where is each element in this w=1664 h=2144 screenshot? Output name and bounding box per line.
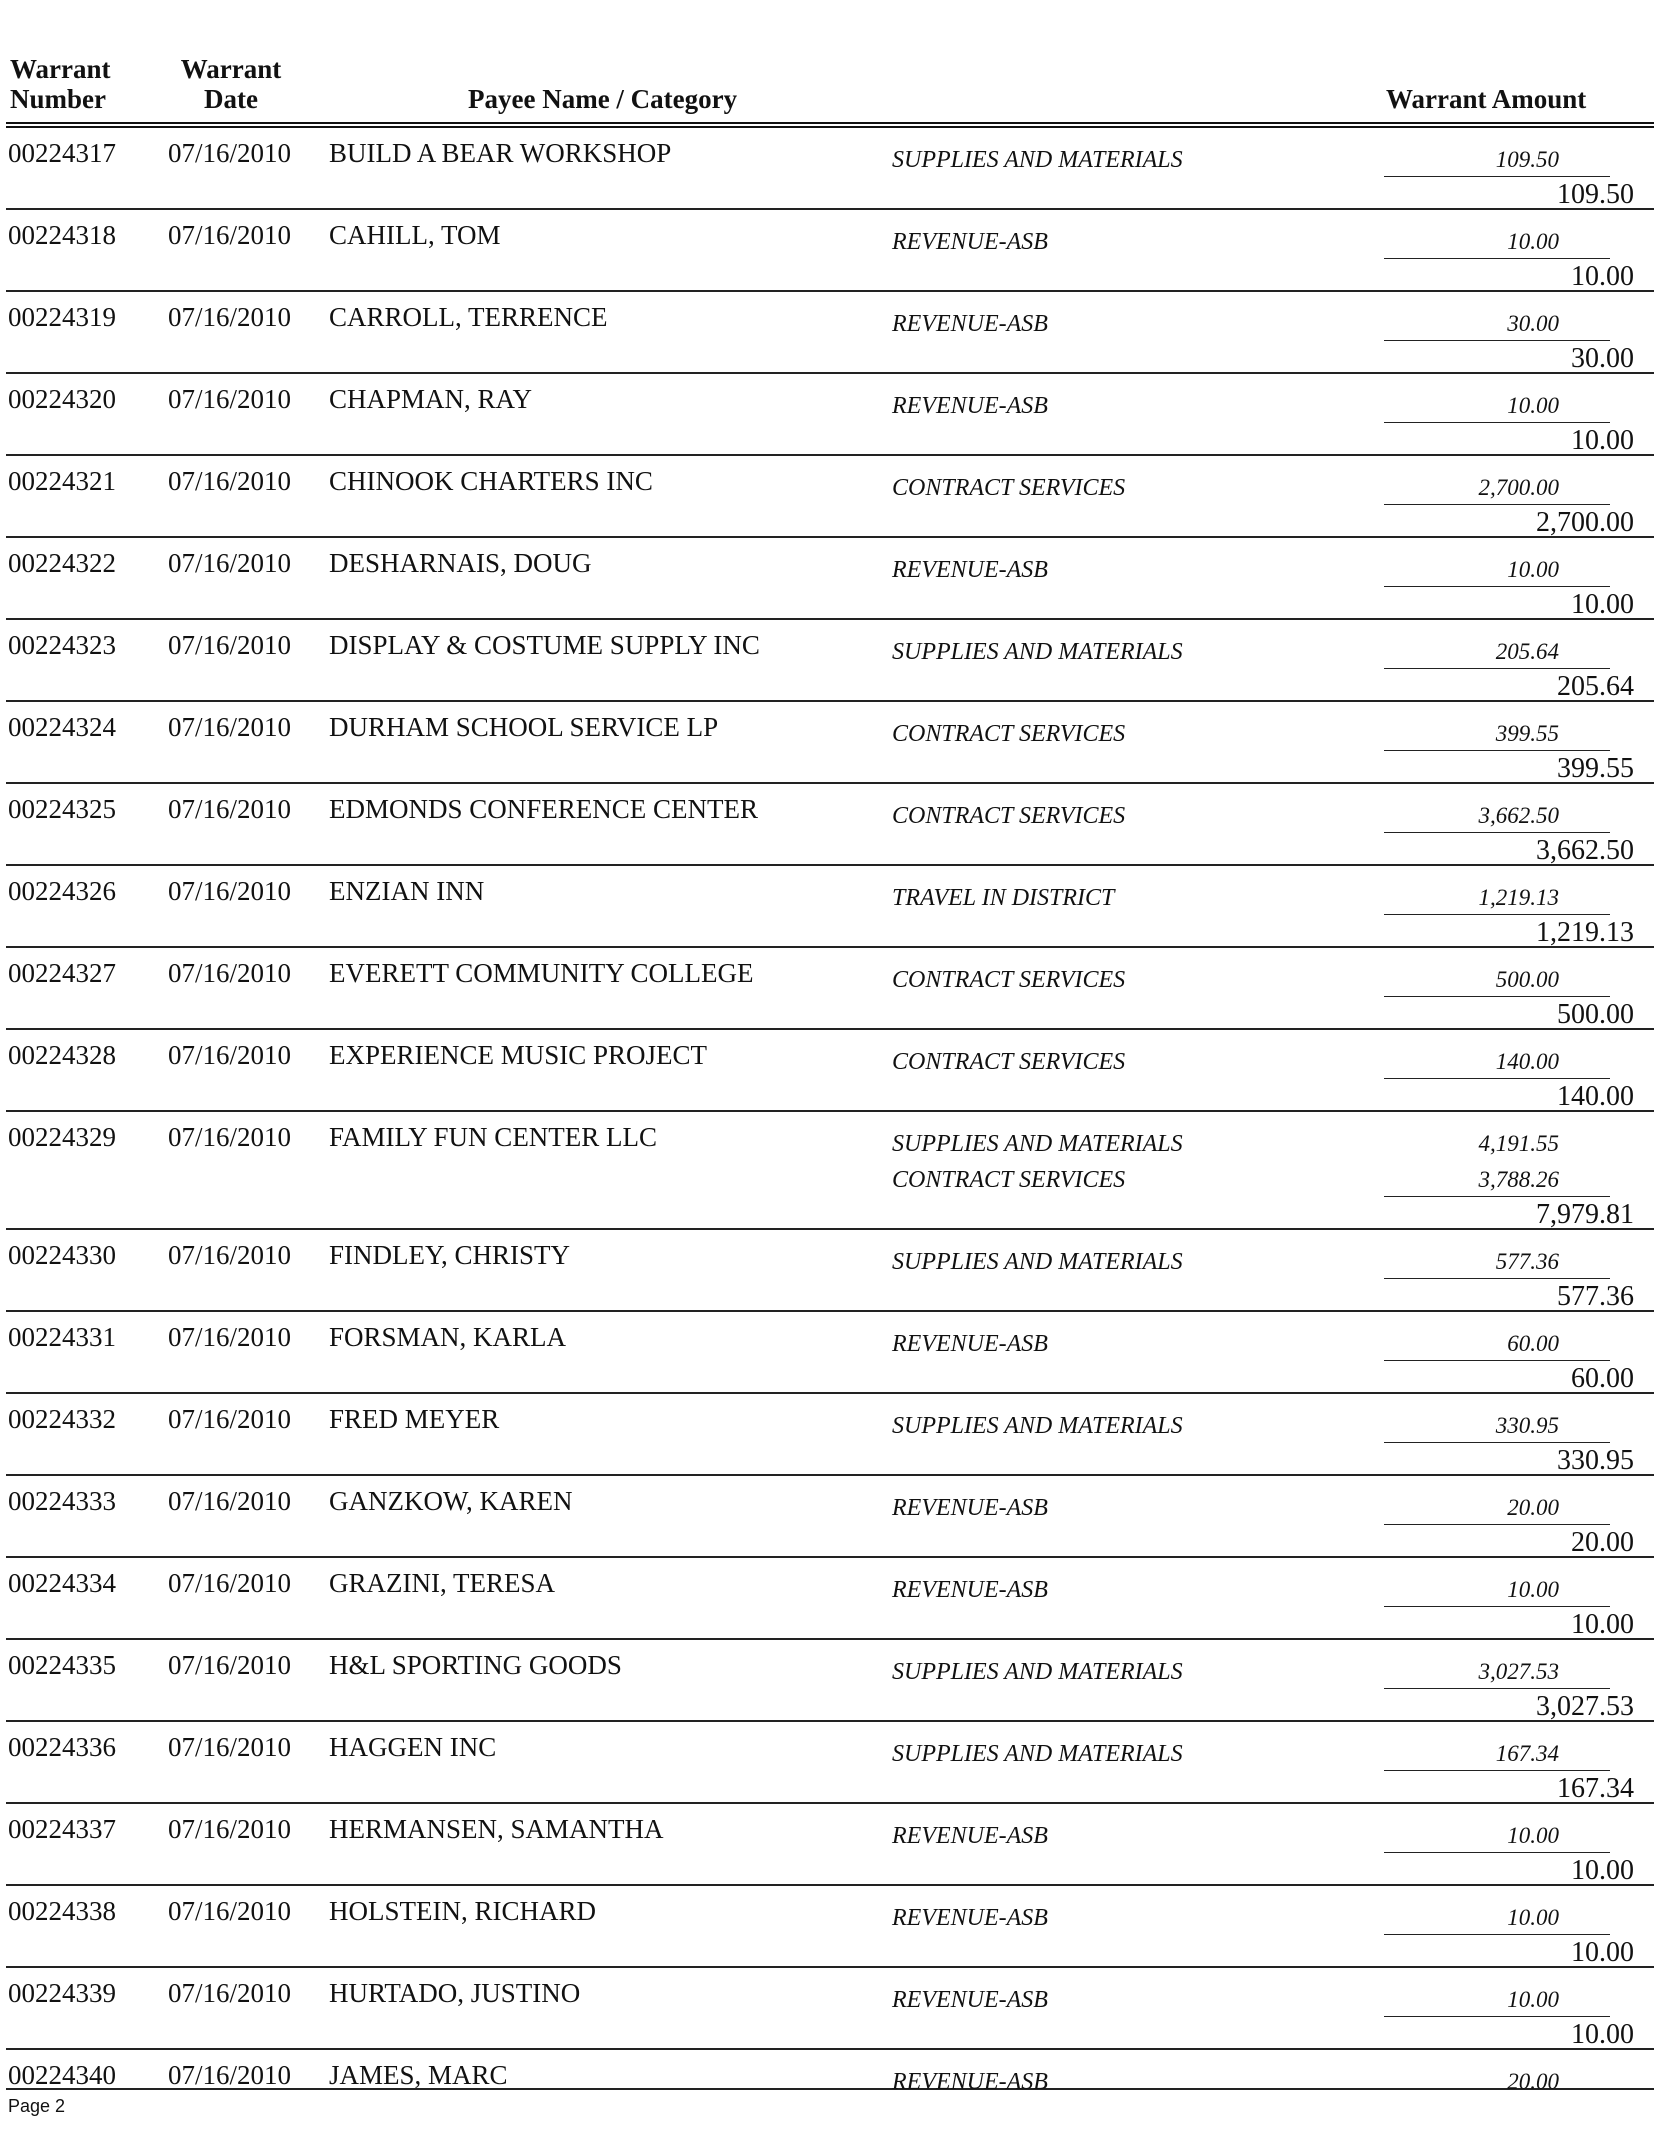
warrant-date: 07/16/2010	[168, 1486, 292, 1516]
warrant-total: 60.00	[1571, 1363, 1634, 1394]
warrant-total: 3,662.50	[1536, 835, 1634, 866]
warrant-total: 577.36	[1557, 1281, 1634, 1312]
line-amount-list	[1496, 1244, 1559, 1280]
category: REVENUE-ASB	[892, 1495, 1048, 1521]
warrant-total: 10.00	[1571, 1609, 1634, 1640]
line-amount-list	[1507, 1982, 1559, 2018]
subtotal-rule	[1384, 586, 1610, 587]
payee-name: FORSMAN, KARLA	[329, 1322, 567, 1352]
category: REVENUE-ASB	[892, 557, 1048, 583]
payee-name: DESHARNAIS, DOUG	[329, 548, 592, 578]
subtotal-rule	[1384, 2016, 1610, 2017]
line-amount: 577.36	[1495, 1249, 1559, 1274]
warrant-date: 07/16/2010	[168, 1404, 292, 1434]
warrant-date: 07/16/2010	[168, 876, 292, 906]
warrant-date: 07/16/2010	[168, 302, 292, 332]
warrant-number: 00224332	[8, 1404, 116, 1434]
warrant-number: 00224320	[8, 384, 116, 414]
page-number: Page 2	[8, 2096, 66, 2116]
category-list	[892, 1490, 1048, 1526]
warrant-date: 07/16/2010	[168, 1122, 292, 1152]
line-amount: 10.00	[1507, 1905, 1559, 1930]
warrant-number: 00224335	[8, 1650, 116, 1680]
table-row	[6, 702, 1654, 784]
line-amount-list	[1496, 962, 1559, 998]
warrant-number: 00224327	[8, 958, 116, 988]
subtotal-rule	[1384, 1442, 1610, 1443]
warrant-date: 07/16/2010	[168, 958, 292, 988]
payee-name: EDMONDS CONFERENCE CENTER	[329, 794, 759, 824]
table-row	[6, 1558, 1654, 1640]
payee-name: DURHAM SCHOOL SERVICE LP	[329, 712, 719, 742]
category: SUPPLIES AND MATERIALS	[892, 1413, 1183, 1439]
warrant-total: 10.00	[1571, 1937, 1634, 1968]
warrant-number: 00224323	[8, 630, 116, 660]
table-row	[6, 1722, 1654, 1804]
line-amount: 10.00	[1507, 1577, 1559, 1602]
table-row	[6, 128, 1654, 210]
category-list	[892, 1326, 1048, 1362]
category: REVENUE-ASB	[892, 1905, 1048, 1931]
payee-name: CAHILL, TOM	[329, 220, 501, 250]
line-amount-list	[1496, 716, 1559, 752]
line-amount: 10.00	[1507, 393, 1559, 418]
subtotal-rule	[1384, 1278, 1610, 1279]
line-amount: 3,788.26	[1478, 1167, 1559, 1192]
category-list	[892, 1654, 1183, 1690]
subtotal-rule	[1384, 258, 1610, 259]
category: REVENUE-ASB	[892, 1331, 1048, 1357]
line-amount-list	[1479, 1654, 1560, 1690]
category-list	[892, 388, 1048, 424]
line-amount: 10.00	[1507, 1987, 1559, 2012]
line-amount: 3,662.50	[1478, 803, 1559, 828]
line-amount: 1,219.13	[1478, 885, 1559, 910]
table-row	[6, 1968, 1654, 2050]
subtotal-rule	[1384, 750, 1610, 751]
category-list	[892, 1126, 1183, 1198]
payee-name: CHINOOK CHARTERS INC	[329, 466, 653, 496]
category: REVENUE-ASB	[892, 2069, 1048, 2095]
table-row	[6, 784, 1654, 866]
warrant-total: 399.55	[1557, 753, 1634, 784]
table-row	[6, 1394, 1654, 1476]
line-amount: 30.00	[1507, 311, 1559, 336]
warrant-number: 00224324	[8, 712, 116, 742]
payee-name: FAMILY FUN CENTER LLC	[329, 1122, 658, 1152]
warrant-total: 109.50	[1557, 179, 1634, 210]
subtotal-rule	[1384, 1196, 1610, 1197]
table-row	[6, 2050, 1654, 2095]
warrant-number: 00224337	[8, 1814, 116, 1844]
category-list	[892, 1044, 1125, 1080]
header-warrant-date: Warrant Date	[180, 54, 282, 114]
category: REVENUE-ASB	[892, 1987, 1048, 2013]
warrant-number: 00224331	[8, 1322, 116, 1352]
warrant-date: 07/16/2010	[168, 794, 292, 824]
table-row	[6, 456, 1654, 538]
line-amount: 10.00	[1507, 557, 1559, 582]
line-amount-list	[1507, 1900, 1559, 1936]
warrant-date: 07/16/2010	[168, 1568, 292, 1598]
payee-name: GRAZINI, TERESA	[329, 1568, 555, 1598]
category-list	[892, 2064, 1048, 2100]
table-row	[6, 1804, 1654, 1886]
category-list	[892, 1244, 1183, 1280]
table-row	[6, 538, 1654, 620]
payee-name: JAMES, MARC	[329, 2060, 508, 2090]
payee-name: CHAPMAN, RAY	[329, 384, 533, 414]
line-amount: 140.00	[1495, 1049, 1559, 1074]
category-list	[892, 1572, 1048, 1608]
line-amount-list	[1507, 224, 1559, 260]
warrant-date: 07/16/2010	[168, 2060, 292, 2090]
warrant-number: 00224334	[8, 1568, 116, 1598]
payee-name: FINDLEY, CHRISTY	[329, 1240, 571, 1270]
warrant-number: 00224339	[8, 1978, 116, 2008]
category-list	[892, 634, 1183, 670]
category-list	[892, 716, 1125, 752]
warrant-total: 205.64	[1557, 671, 1634, 702]
warrant-total: 140.00	[1557, 1081, 1634, 1112]
warrant-number: 00224318	[8, 220, 116, 250]
table-row	[6, 620, 1654, 702]
warrant-number: 00224326	[8, 876, 116, 906]
warrant-number: 00224322	[8, 548, 116, 578]
subtotal-rule	[1384, 1934, 1610, 1935]
subtotal-rule	[1384, 340, 1610, 341]
table-row	[6, 374, 1654, 456]
warrant-date: 07/16/2010	[168, 1322, 292, 1352]
subtotal-rule	[1384, 1770, 1610, 1771]
warrant-date: 07/16/2010	[168, 1814, 292, 1844]
table-row	[6, 1640, 1654, 1722]
category-list	[892, 798, 1125, 834]
line-amount: 4,191.55	[1478, 1131, 1559, 1156]
category: REVENUE-ASB	[892, 1823, 1048, 1849]
warrant-date: 07/16/2010	[168, 712, 292, 742]
header-warrant-number: Warrant Number	[10, 54, 111, 114]
warrant-total: 1,219.13	[1536, 917, 1634, 948]
line-amount-list	[1507, 306, 1559, 342]
warrant-number: 00224338	[8, 1896, 116, 1926]
category-list	[892, 962, 1125, 998]
category-list	[892, 1900, 1048, 1936]
category-list	[892, 1982, 1048, 2018]
table-row	[6, 1230, 1654, 1312]
payee-name: HOLSTEIN, RICHARD	[329, 1896, 596, 1926]
warrant-total: 30.00	[1571, 343, 1634, 374]
warrant-date: 07/16/2010	[168, 384, 292, 414]
warrant-date: 07/16/2010	[168, 1040, 292, 1070]
warrant-total: 330.95	[1557, 1445, 1634, 1476]
subtotal-rule	[1384, 914, 1610, 915]
payee-name: EXPERIENCE MUSIC PROJECT	[329, 1040, 708, 1070]
subtotal-rule	[1384, 832, 1610, 833]
line-amount-list	[1479, 1126, 1560, 1198]
line-amount-list	[1496, 142, 1559, 178]
warrant-number: 00224333	[8, 1486, 116, 1516]
category-list	[892, 306, 1048, 342]
line-amount-list	[1496, 1044, 1559, 1080]
line-amount-list	[1479, 798, 1560, 834]
subtotal-rule	[1384, 504, 1610, 505]
warrant-number: 00224340	[8, 2060, 116, 2090]
category: CONTRACT SERVICES	[892, 803, 1126, 829]
line-amount-list	[1496, 1408, 1559, 1444]
subtotal-rule	[1384, 1688, 1610, 1689]
payee-name: DISPLAY & COSTUME SUPPLY INC	[329, 630, 760, 660]
category-list	[892, 142, 1183, 178]
warrant-date: 07/16/2010	[168, 1978, 292, 2008]
warrant-date: 07/16/2010	[168, 138, 292, 168]
payee-name: HURTADO, JUSTINO	[329, 1978, 581, 2008]
category: REVENUE-ASB	[892, 393, 1048, 419]
line-amount: 167.34	[1495, 1741, 1559, 1766]
table-row	[6, 1312, 1654, 1394]
payee-name: GANZKOW, KAREN	[329, 1486, 573, 1516]
warrant-date: 07/16/2010	[168, 1650, 292, 1680]
warrant-register-page	[6, 50, 1654, 2095]
warrant-date: 07/16/2010	[168, 466, 292, 496]
warrant-total: 3,027.53	[1536, 1691, 1634, 1722]
warrant-total: 10.00	[1571, 2019, 1634, 2050]
line-amount: 10.00	[1507, 1823, 1559, 1848]
line-amount: 3,027.53	[1478, 1659, 1559, 1684]
warrant-date: 07/16/2010	[168, 1732, 292, 1762]
category: CONTRACT SERVICES	[892, 1049, 1126, 1075]
category: SUPPLIES AND MATERIALS	[892, 1659, 1183, 1685]
category: CONTRACT SERVICES	[892, 475, 1126, 501]
category: SUPPLIES AND MATERIALS	[892, 1741, 1183, 1767]
warrant-date: 07/16/2010	[168, 548, 292, 578]
warrant-table-body	[6, 128, 1654, 2095]
line-amount-list	[1479, 470, 1560, 506]
warrant-total: 10.00	[1571, 425, 1634, 456]
payee-name: H&L SPORTING GOODS	[329, 1650, 622, 1680]
line-amount: 60.00	[1507, 1331, 1559, 1356]
category-list	[892, 1818, 1048, 1854]
warrant-total: 10.00	[1571, 261, 1634, 292]
table-row	[6, 292, 1654, 374]
subtotal-rule	[1384, 1360, 1610, 1361]
line-amount-list	[1507, 1490, 1559, 1526]
subtotal-rule	[1384, 422, 1610, 423]
line-amount: 500.00	[1495, 967, 1559, 992]
category-list	[892, 470, 1125, 506]
table-row	[6, 1030, 1654, 1112]
line-amount: 20.00	[1507, 2069, 1559, 2094]
payee-name: EVERETT COMMUNITY COLLEGE	[329, 958, 754, 988]
category: CONTRACT SERVICES	[892, 721, 1126, 747]
warrant-number: 00224321	[8, 466, 116, 496]
table-row	[6, 948, 1654, 1030]
warrant-number: 00224336	[8, 1732, 116, 1762]
category: CONTRACT SERVICES	[892, 967, 1126, 993]
warrant-total: 10.00	[1571, 589, 1634, 620]
warrant-date: 07/16/2010	[168, 630, 292, 660]
subtotal-rule	[1384, 176, 1610, 177]
subtotal-rule	[1384, 1606, 1610, 1607]
line-amount-list	[1507, 1326, 1559, 1362]
subtotal-rule	[1384, 668, 1610, 669]
warrant-date: 07/16/2010	[168, 1896, 292, 1926]
warrant-total: 7,979.81	[1536, 1199, 1634, 1230]
payee-name: HERMANSEN, SAMANTHA	[329, 1814, 664, 1844]
category: REVENUE-ASB	[892, 1577, 1048, 1603]
warrant-number: 00224328	[8, 1040, 116, 1070]
line-amount: 109.50	[1495, 147, 1559, 172]
category: REVENUE-ASB	[892, 311, 1048, 337]
warrant-total: 20.00	[1571, 1527, 1634, 1558]
warrant-number: 00224325	[8, 794, 116, 824]
line-amount-list	[1507, 552, 1559, 588]
category-list	[892, 224, 1048, 260]
line-amount-list	[1507, 388, 1559, 424]
subtotal-rule	[1384, 1852, 1610, 1853]
warrant-number: 00224329	[8, 1122, 116, 1152]
table-row	[6, 1476, 1654, 1558]
warrant-date: 07/16/2010	[168, 1240, 292, 1270]
category: SUPPLIES AND MATERIALS	[892, 639, 1183, 665]
line-amount-list	[1507, 2064, 1559, 2100]
warrant-number: 00224317	[8, 138, 116, 168]
warrant-number: 00224319	[8, 302, 116, 332]
category: SUPPLIES AND MATERIALS	[892, 1249, 1183, 1275]
category: SUPPLIES AND MATERIALS	[892, 1131, 1183, 1157]
warrant-number: 00224330	[8, 1240, 116, 1270]
category-list	[892, 552, 1048, 588]
category: REVENUE-ASB	[892, 229, 1048, 255]
header-payee-category: Payee Name / Category	[468, 84, 738, 114]
table-row	[6, 1112, 1654, 1230]
table-row	[6, 1886, 1654, 1968]
payee-name: BUILD A BEAR WORKSHOP	[329, 138, 672, 168]
line-amount-list	[1479, 880, 1560, 916]
category: CONTRACT SERVICES	[892, 1167, 1126, 1193]
line-amount: 10.00	[1507, 229, 1559, 254]
warrant-total: 500.00	[1557, 999, 1634, 1030]
line-amount: 330.95	[1495, 1413, 1559, 1438]
header-warrant-amount: Warrant Amount	[1386, 84, 1587, 114]
line-amount: 2,700.00	[1478, 475, 1559, 500]
category-list	[892, 1736, 1183, 1772]
warrant-total: 10.00	[1571, 1855, 1634, 1886]
category-list	[892, 1408, 1183, 1444]
category: TRAVEL IN DISTRICT	[892, 885, 1115, 911]
category-list	[892, 880, 1114, 916]
table-row	[6, 866, 1654, 948]
table-header	[6, 50, 1654, 122]
table-row	[6, 210, 1654, 292]
line-amount: 399.55	[1495, 721, 1559, 746]
subtotal-rule	[1384, 996, 1610, 997]
warrant-total: 2,700.00	[1536, 507, 1634, 538]
payee-name: CARROLL, TERRENCE	[329, 302, 608, 332]
subtotal-rule	[1384, 1078, 1610, 1079]
line-amount-list	[1496, 634, 1559, 670]
category: SUPPLIES AND MATERIALS	[892, 147, 1183, 173]
payee-name: FRED MEYER	[329, 1404, 500, 1434]
warrant-date: 07/16/2010	[168, 220, 292, 250]
line-amount-list	[1507, 1818, 1559, 1854]
warrant-total: 167.34	[1557, 1773, 1634, 1804]
line-amount-list	[1496, 1736, 1559, 1772]
payee-name: HAGGEN INC	[329, 1732, 497, 1762]
subtotal-rule	[1384, 1524, 1610, 1525]
line-amount: 20.00	[1507, 1495, 1559, 1520]
payee-name: ENZIAN INN	[329, 876, 485, 906]
line-amount-list	[1507, 1572, 1559, 1608]
line-amount: 205.64	[1495, 639, 1559, 664]
